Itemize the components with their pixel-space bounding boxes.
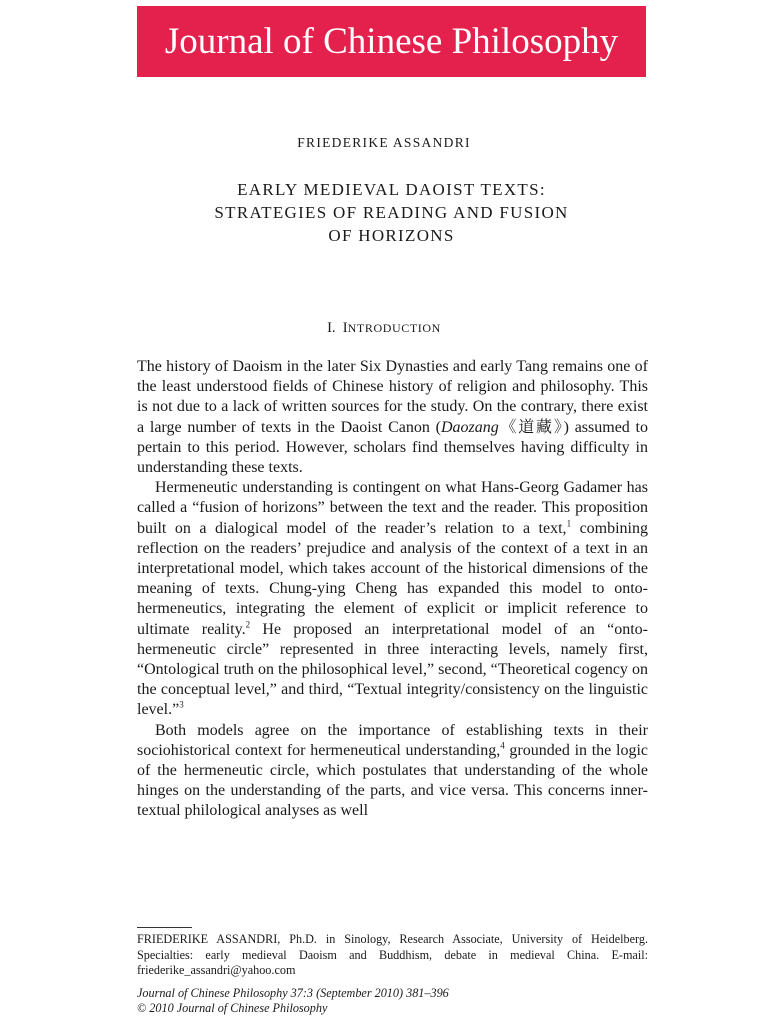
daozang-term: Daozang [440,418,499,436]
article-body [137,357,648,822]
body-paragraph-1 [137,357,648,478]
article-title-line-2: STRATEGIES OF READING AND FUSION [214,203,569,222]
body-text: He proposed an interpretational model of an “onto-hermeneutic circle” represented in three interacting levels, namely first, “Ontological truth on the philosophical level,” second, “Theoretical cogency on the conceptual level,” and third, “Textual integrity/consistency on the linguistic level.” [137,620,648,719]
body-text: Hermeneutic understanding is contingent on what Hans-Georg Gadamer has called a “fusion of horizons” between the text and the reader. This proposition built on a dialogical model of the reader’s relation to a text, [137,479,648,537]
section-title-initial: I [342,320,348,336]
section-number: I. [327,320,336,336]
body-text: grounded in the logic of the hermeneutic circle, which postulates that understanding of the whole hinges on the understanding of the parts, and vice versa. This concerns inner-textual philological analyses as well [137,741,648,820]
body-text: combining reflection on the readers’ prejudice and analysis of the context of a text in an interpretational model, which takes account of the historical dimensions of the meaning of texts. Chung-ying Cheng has expanded this model to onto-hermeneutics, integrating the element of explicit or implicit reference to ultimate reality. [137,519,649,638]
section-heading [0,318,768,338]
body-text: Both models agree on the importance of establishing texts in their sociohistorical context for hermeneutical understanding, [137,721,648,759]
body-text: ) assumed to pertain to this period. However, scholars find themselves having difficulty in understanding these texts. [137,418,648,477]
footnote-ref-3[interactable]: 3 [179,700,184,711]
article-author: FRIEDERIKE ASSANDRI [297,135,471,150]
daozang-chinese: 《道藏》 [498,418,564,436]
author-footnote-text: FRIEDERIKE ASSANDRI, Ph.D. in Sinology, Research Associate, University of Heidelberg. Specialties: early medieval Daoism and Buddhism, debate in medieval China. E-mail: friederike_assandri@yahoo.com [137,932,648,978]
journal-banner [137,6,646,77]
footnote-ref-1[interactable]: 1 [566,518,572,529]
section-title-rest: NTRODUCTION [347,321,441,335]
article-title-line-1: EARLY MEDIEVAL DAOIST TEXTS: [237,180,546,199]
journal-title: Journal of Chinese Philosophy [164,21,619,62]
footnote-rule [137,927,192,928]
author-footnote [137,932,648,979]
citation-line-1: Journal of Chinese Philosophy 37:3 (September 2010) 381–396 [137,986,449,1000]
citation-line-2: © 2010 Journal of Chinese Philosophy [137,1001,328,1015]
body-paragraph-3 [137,721,648,822]
footnote-ref-4[interactable]: 4 [500,740,505,751]
body-paragraph-2 [137,478,648,720]
footnote-ref-2[interactable]: 2 [245,619,251,630]
article-title [137,178,646,247]
body-text: The history of Daoism in the later Six Dynasties and early Tang remains one of the least understood fields of Chinese history of religion and philosophy. This is not due to a lack of written sources for the study. On the contrary, there exist a large number of texts in the Daoist Canon ( [137,358,648,436]
article-title-line-3: OF HORIZONS [328,226,455,245]
journal-citation [137,986,648,1016]
